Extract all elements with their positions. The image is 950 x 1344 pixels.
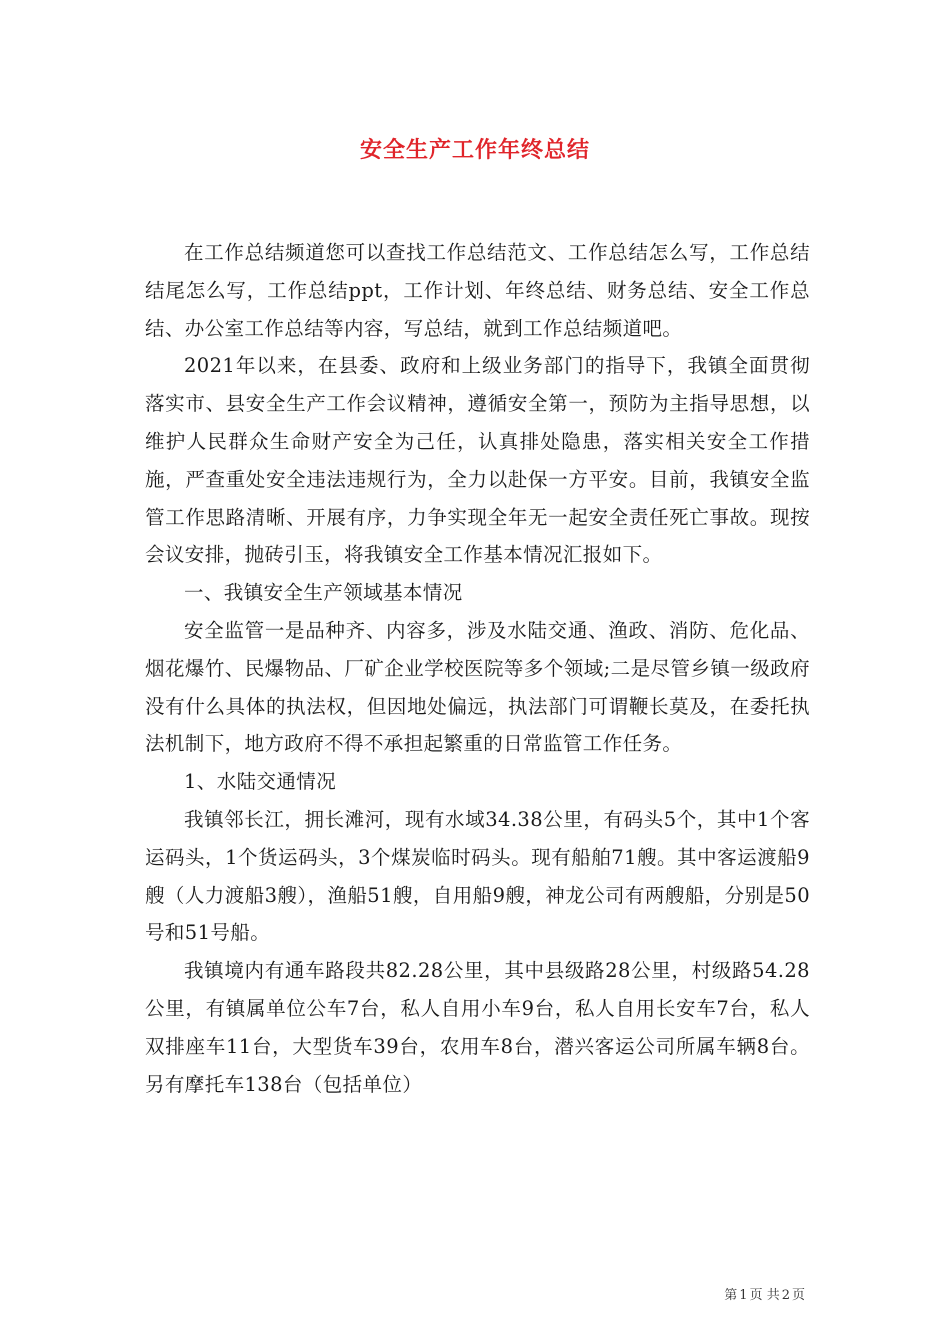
paragraph-intro: 在工作总结频道您可以查找工作总结范文、工作总结怎么写，工作总结结尾怎么写，工作总结ppt，工作计划、年终总结、财务总结、安全工作总结、办公室工作总结等内容，写总结，就到工作总结频道吧。: [145, 241, 810, 340]
total-page-number: 2: [781, 1288, 790, 1303]
page-prefix: 第: [724, 1288, 738, 1303]
paragraph-overview: 2021年以来，在县委、政府和上级业务部门的指导下，我镇全面贯彻落实市、县安全生产工作会议精神，遵循安全第一，预防为主指导思想，以维护人民群众生命财产安全为己任，认真排处隐患，落实相关安全工作措施，严查重处安全违法违规行为，全力以赴保一方平安。目前，我镇安全监管工作思路清晰、开展有序，力争实现全年无一起安全责任死亡事故。现按会议安排，抛砖引玉，将我镇安全工作基本情况汇报如下。: [145, 354, 810, 567]
page-middle: 页 共: [749, 1288, 780, 1303]
subsection-heading-1: 1、水陆交通情况: [184, 770, 337, 794]
paragraph-waterway: 我镇邻长江，拥长滩河，现有水域34.38公里，有码头5个，其中1个客运码头，1个货运码头，3个煤炭临时码头。现有船舶71艘。其中客运渡船9艘（人力渡船3艘），渔船51艘，自用船9艘，神龙公司有两艘船，分别是50号和51号船。: [145, 807, 810, 945]
section-heading-1: 一、我镇安全生产领域基本情况: [184, 581, 463, 605]
paragraph-supervision: 安全监管一是品种齐、内容多，涉及水陆交通、渔政、消防、危化品、烟花爆竹、民爆物品、厂矿企业学校医院等多个领域;二是尽管乡镇一级政府没有什么具体的执法权，但因地处偏远，执法部门可谓鞭长莫及，在委托执法机制下，地方政府不得不承担起繁重的日常监管工作任务。: [145, 618, 810, 756]
paragraph-roads: 我镇境内有通车路段共82.28公里，其中县级路28公里，村级路54.28公里，有镇属单位公车7台，私人自用小车9台，私人自用长安车7台，私人双排座车11台，大型货车39台，农用车8台，潜兴客运公司所属车辆8台。另有摩托车138台（包括单位）: [145, 959, 810, 1096]
current-page-number: 1: [739, 1288, 748, 1303]
page-number-footer: [724, 1284, 805, 1303]
document-body: [145, 234, 810, 1103]
document-title: 安全生产工作年终总结: [359, 137, 590, 163]
page-suffix: 页: [791, 1288, 805, 1303]
